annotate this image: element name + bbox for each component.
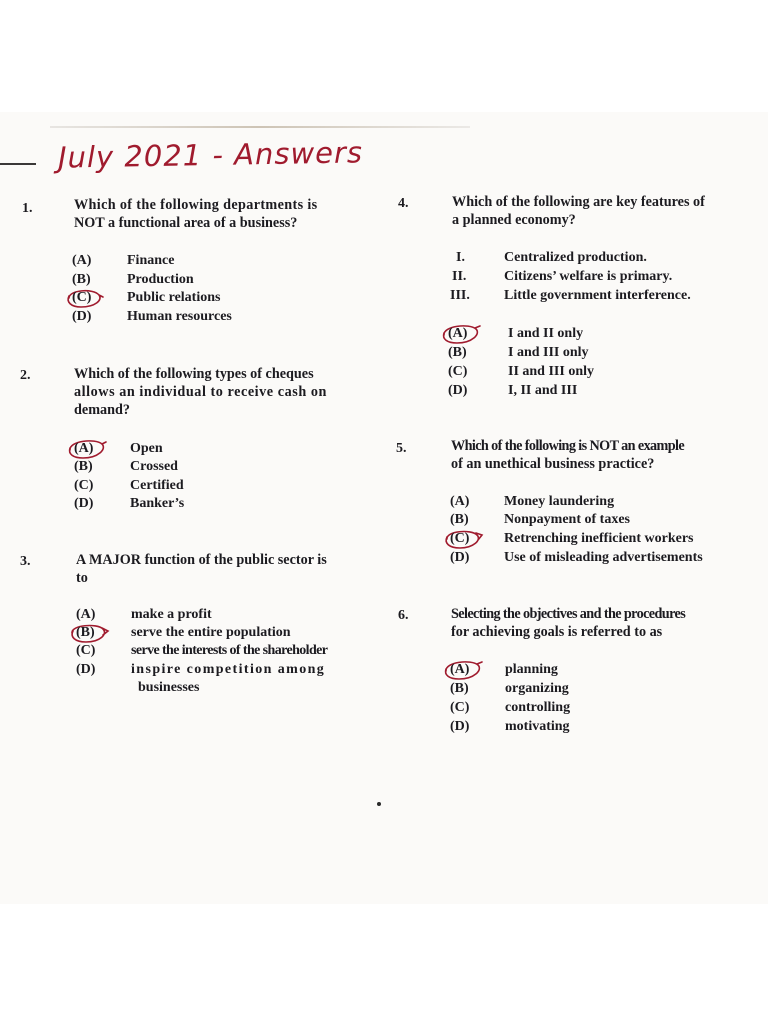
question-stem: [451, 437, 684, 473]
stem-line: NOT a functional area of a business?: [74, 215, 298, 231]
statement-numeral: II.: [452, 269, 467, 284]
option-text: serve the interests of the shareholder: [131, 643, 328, 658]
stem-line: to: [76, 570, 88, 586]
option-letter: (A): [450, 494, 470, 509]
option-text: controlling: [505, 700, 571, 715]
question-number: 6.: [398, 608, 409, 623]
option-text: Human resources: [127, 309, 232, 324]
option-letter: (B): [450, 512, 469, 527]
option-letter: (A): [74, 441, 94, 456]
option-text: organizing: [505, 681, 569, 696]
question-stem: [452, 193, 705, 229]
option-text: Retrenching inefficient workers: [504, 531, 694, 546]
option-letter: (B): [448, 345, 467, 360]
option-text: make a profit: [131, 607, 212, 622]
question-number: 1.: [22, 201, 33, 216]
option-letter: (A): [450, 662, 470, 677]
option-text-continued: businesses: [138, 680, 200, 695]
option-text: I and II only: [508, 326, 584, 341]
option-text: Certified: [130, 478, 184, 493]
margin-dash: [0, 163, 36, 165]
option-text: Finance: [127, 253, 175, 268]
stem-line: for achieving goals is referred to as: [451, 624, 663, 640]
stray-ink-dot: [377, 802, 381, 806]
option-text: I, II and III: [508, 383, 578, 398]
option-letter: (C): [450, 700, 470, 715]
option-text: inspire competition among: [131, 662, 326, 677]
question-stem: [74, 365, 327, 419]
option-letter: (C): [448, 364, 468, 379]
stem-line: Which of the following are key features of: [452, 194, 705, 210]
statement-numeral: I.: [456, 250, 465, 265]
option-letter: (A): [448, 326, 468, 341]
question-number: 3.: [20, 554, 31, 569]
option-letter: (D): [76, 662, 96, 677]
option-letter: (A): [72, 253, 92, 268]
option-letter: (B): [76, 625, 95, 640]
stem-line: a planned economy?: [452, 212, 576, 228]
option-text: planning: [505, 662, 558, 677]
statement-text: Citizens’ welfare is primary.: [504, 269, 673, 284]
stem-line: Which of the following is NOT an example: [451, 438, 685, 454]
option-text: I and III only: [508, 345, 589, 360]
option-letter: (C): [74, 478, 94, 493]
option-text: Crossed: [130, 459, 178, 474]
option-text: serve the entire population: [131, 625, 291, 640]
option-letter: (B): [72, 272, 91, 287]
option-letter: (C): [72, 290, 92, 305]
stem-line: Which of the following departments is: [74, 197, 318, 213]
question-stem: [451, 605, 685, 641]
option-letter: (A): [76, 607, 96, 622]
stem-line: Which of the following types of cheques: [74, 366, 314, 382]
stem-line: of an unethical business practice?: [451, 456, 655, 472]
option-letter: (D): [448, 383, 468, 398]
option-letter: (C): [450, 531, 470, 546]
stem-line: allows an individual to receive cash on: [74, 384, 327, 400]
option-text: Public relations: [127, 290, 221, 305]
question-number: 5.: [396, 441, 407, 456]
option-letter: (B): [74, 459, 93, 474]
option-letter: (C): [76, 643, 96, 658]
stem-line: A MAJOR function of the public sector is: [76, 552, 327, 568]
question-number: 4.: [398, 196, 409, 211]
option-text: II and III only: [508, 364, 594, 379]
page-title: July 2021 - Answers: [57, 135, 364, 175]
option-text: Use of misleading advertisements: [504, 550, 703, 565]
option-letter: (B): [450, 681, 469, 696]
statement-text: Centralized production.: [504, 250, 647, 265]
stem-line: demand?: [74, 402, 130, 418]
option-text: Production: [127, 272, 194, 287]
question-stem: [76, 551, 327, 587]
question-stem: [74, 196, 318, 232]
option-text: Money laundering: [504, 494, 615, 509]
stem-line: Selecting the objectives and the procedures: [451, 606, 686, 622]
option-letter: (D): [72, 309, 92, 324]
statement-text: Little government interference.: [504, 288, 691, 303]
option-text: Nonpayment of taxes: [504, 512, 630, 527]
option-text: Open: [130, 441, 163, 456]
top-rule: [50, 126, 470, 128]
option-text: Banker’s: [130, 496, 185, 511]
statement-numeral: III.: [450, 288, 470, 303]
option-letter: (D): [74, 496, 94, 511]
option-letter: (D): [450, 550, 470, 565]
option-text: motivating: [505, 719, 570, 734]
question-number: 2.: [20, 368, 31, 383]
option-letter: (D): [450, 719, 470, 734]
